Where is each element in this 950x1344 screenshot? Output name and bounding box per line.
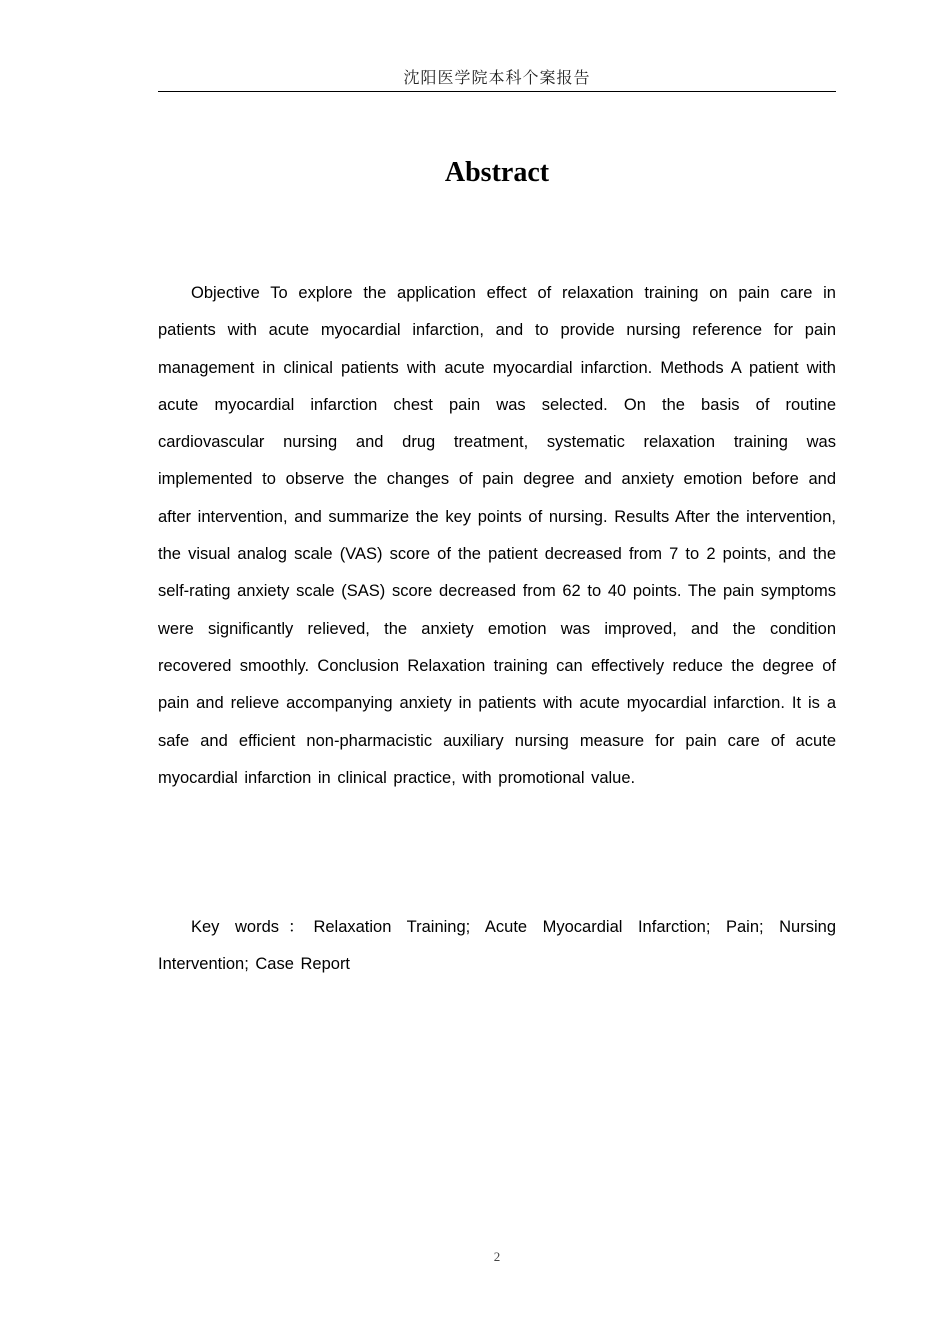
header-divider: [158, 91, 836, 92]
running-header: 沈阳医学院本科个案报告: [403, 68, 591, 87]
page-number: 2: [493, 1249, 501, 1264]
keywords-paragraph: Key words：Relaxation Training; Acute Myocardial Infarction; Pain; Nursing Intervention; Case Report: [158, 918, 836, 974]
abstract-paragraph: Objective To explore the application effect of relaxation training on pain care in patients with acute myocardial infarction, and to provide nursing reference for pain management in clinical patients with acute myocardial infarction. Methods A patient with acute myocardial infarction chest pain was selected. On the basis of routine cardiovascular nursing and drug treatment, systematic relaxation training was implemented to observe the changes of pain degree and anxiety emotion before and after intervention, and summarize the key points of nursing. Results After the intervention, the visual analog scale (VAS) score of the patient decreased from 7 to 2 points, and the self-rating anxiety scale (SAS) score decreased from 62 to 40 points. The pain symptoms were significantly relieved, the anxiety emotion was improved, and the condition recovered smoothly. Conclusion Relaxation training can effectively reduce the degree of pain and relieve accompanying anxiety in patients with acute myocardial infarction. It is a safe and efficient non-pharmacistic auxiliary nursing measure for pain care of acute myocardial infarction in clinical practice, with promotional value.: [158, 284, 836, 787]
page-title: Abstract: [444, 157, 550, 188]
